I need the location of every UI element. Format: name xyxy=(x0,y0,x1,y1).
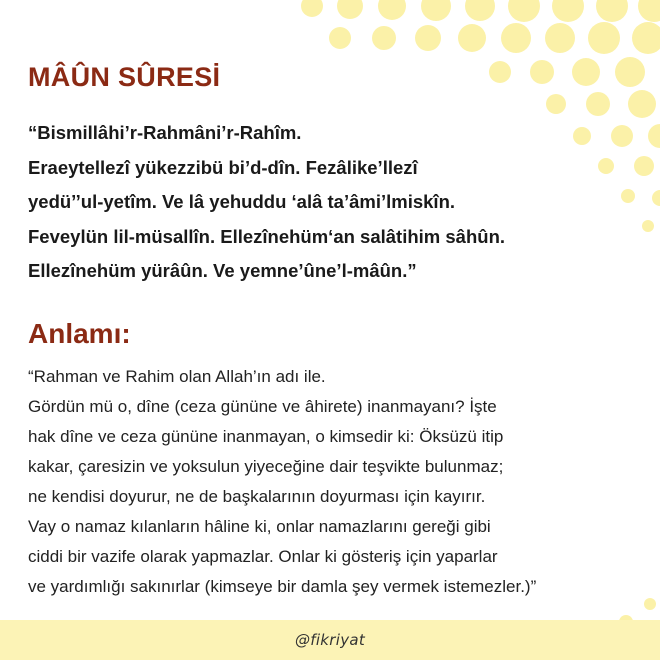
meaning-heading: Anlamı: xyxy=(28,318,131,349)
meaning-line: Gördün mü o, dîne (ceza gününe ve âhirete) inanmayanı? İşte xyxy=(28,397,497,416)
meaning-line: kakar, çaresizin ve yoksulun yiyeceğine dair teşvikte bulunmaz; xyxy=(28,457,504,476)
transliteration-text xyxy=(28,116,648,289)
meaning-line: “Rahman ve Rahim olan Allah’ın adı ile. xyxy=(28,367,326,386)
transliteration-line: yedü’’ul-yetîm. Ve lâ yehuddu ‘alâ ta’âmi’lmiskîn. xyxy=(28,191,456,212)
meaning-text xyxy=(28,362,648,602)
transliteration-line: “Bismillâhi’r-Rahmâni’r-Rahîm. xyxy=(28,122,302,143)
transliteration-line: Eraeytellezî yükezzibü bi’d-dîn. Fezâlike’llezî xyxy=(28,156,418,178)
footer-bar xyxy=(0,620,660,660)
meaning-line: ciddi bir vazife olarak yapmazlar. Onlar ki gösteriş için yaparlar xyxy=(28,547,498,566)
social-handle: @fikriyat xyxy=(294,631,366,649)
meaning-line: Vay o namaz kılanların hâline ki, onlar namazlarını gereği gibi xyxy=(28,517,491,536)
transliteration-line: Ellezînehüm yürâûn. Ve yemne’ûne’l-mâûn.” xyxy=(28,260,417,281)
meaning-line: ne kendisi doyurur, ne de başkalarının doyurması için kayırır. xyxy=(28,487,486,506)
meaning-line: hak dîne ve ceza gününe inanmayan, o kimsedir ki: Öksüzü itip xyxy=(28,427,504,446)
transliteration-line: Feveylün lil-müsallîn. Ellezînehüm‘an salâtihim sâhûn. xyxy=(28,225,506,247)
surah-title: MÂÛN SÛRESİ xyxy=(28,62,221,92)
meaning-line: ve yardımlığı sakınırlar (kimseye bir damla şey vermek istemezler.)” xyxy=(28,577,537,596)
